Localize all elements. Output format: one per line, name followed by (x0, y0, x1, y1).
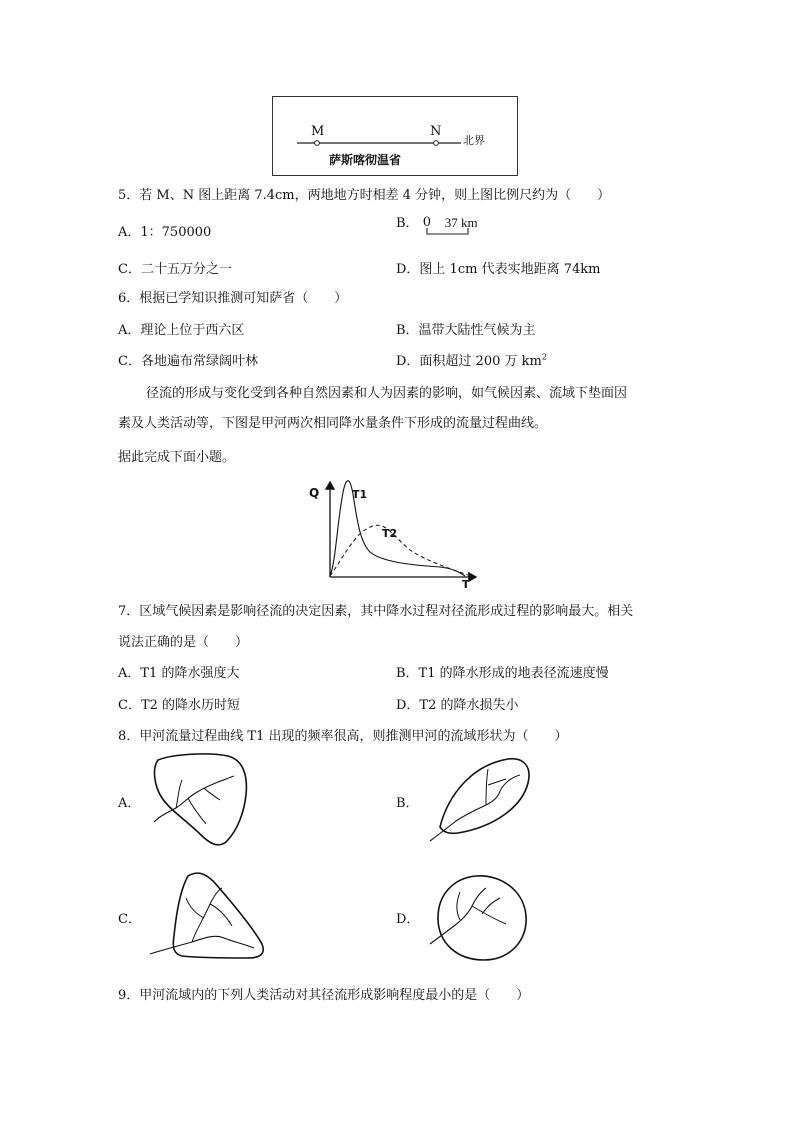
q7-option-a: A．T1 的降水强度大 (118, 666, 240, 681)
q8-option-c-label: C． (118, 912, 141, 927)
basin-shape-b (428, 755, 538, 845)
q9-stem: 9．甲河流域内的下列人类活动对其径流形成影响程度最小的是（ ） (118, 988, 530, 1003)
curve-t1 (330, 481, 465, 576)
point-n-label: N (430, 124, 442, 139)
passage-line-1: 径流的形成与变化受到各种自然因素和人为因素的影响，如气候因素、流域下垫面因 (146, 386, 628, 401)
q5-option-b-prefix: B． (396, 216, 419, 231)
scale-bar (423, 214, 481, 234)
boundary-label: 北界 (463, 134, 485, 147)
passage-line-3: 据此完成下面小题。 (118, 450, 236, 465)
q6-option-d-superscript: 2 (541, 352, 547, 362)
q6-stem: 6．根据已学知识推测可知萨省（ ） (118, 291, 348, 306)
q8-option-d-label: D． (396, 912, 420, 927)
q5-option-d: D．图上 1cm 代表实地距离 74km (396, 262, 601, 277)
q5-option-b (396, 214, 481, 234)
q5-option-c: C．二十五万分之一 (118, 262, 232, 277)
q6-option-d-text: D．面积超过 200 万 km (396, 354, 542, 369)
q6-option-b: B．温带大陆性气候为主 (396, 323, 536, 338)
scale-bar-line (423, 227, 481, 235)
point-m-label: M (311, 124, 325, 139)
q7-option-d: D．T2 的降水损失小 (396, 698, 519, 713)
q8-stem: 8．甲河流量过程曲线 T1 出现的频率很高，则推测甲河的流域形状为（ ） (118, 729, 568, 744)
q7-stem-line-1: 7．区域气候因素是影响径流的决定因素，其中降水过程对径流形成过程的影响最大。相关 (118, 604, 634, 619)
point-m-marker (315, 141, 320, 146)
basin-shape-d (426, 872, 534, 964)
q7-option-c: C．T2 的降水历时短 (118, 698, 241, 713)
hydrograph-figure (300, 472, 490, 590)
basin-shape-a (148, 750, 258, 850)
curve-t2-label: T2 (382, 527, 398, 540)
y-axis-label: Q (309, 486, 320, 500)
q7-option-b: B．T1 的降水形成的地表径流速度慢 (396, 666, 609, 681)
x-axis-label: T (462, 578, 470, 591)
q6-option-d (396, 353, 547, 371)
curve-t1-label: T1 (352, 488, 368, 501)
passage-line-2: 素及人类活动等，下图是甲河两次相同降水量条件下形成的流量过程曲线。 (118, 416, 548, 431)
q8-option-a-label: A． (118, 796, 141, 811)
scale-bar-left-label: 0 (422, 215, 431, 230)
q6-option-a: A．理论上位于西六区 (118, 323, 245, 338)
point-n-marker (434, 141, 439, 146)
q5-stem: 5．若 M、N 图上距离 7.4cm，两地地方时相差 4 分钟，则上图比例尺约为（ ） (118, 188, 611, 203)
q8-option-b-label: B． (396, 796, 419, 811)
map-figure (272, 96, 518, 176)
q5-option-a: A．1：750000 (118, 225, 212, 240)
scale-bar-right-label: 37 km (444, 215, 478, 230)
region-label: 萨斯喀彻温省 (329, 153, 402, 167)
q6-option-c: C．各地遍布常绿阔叶林 (118, 354, 258, 369)
q7-stem-line-2: 说法正确的是（ ） (118, 635, 249, 650)
basin-shape-c (148, 868, 270, 964)
